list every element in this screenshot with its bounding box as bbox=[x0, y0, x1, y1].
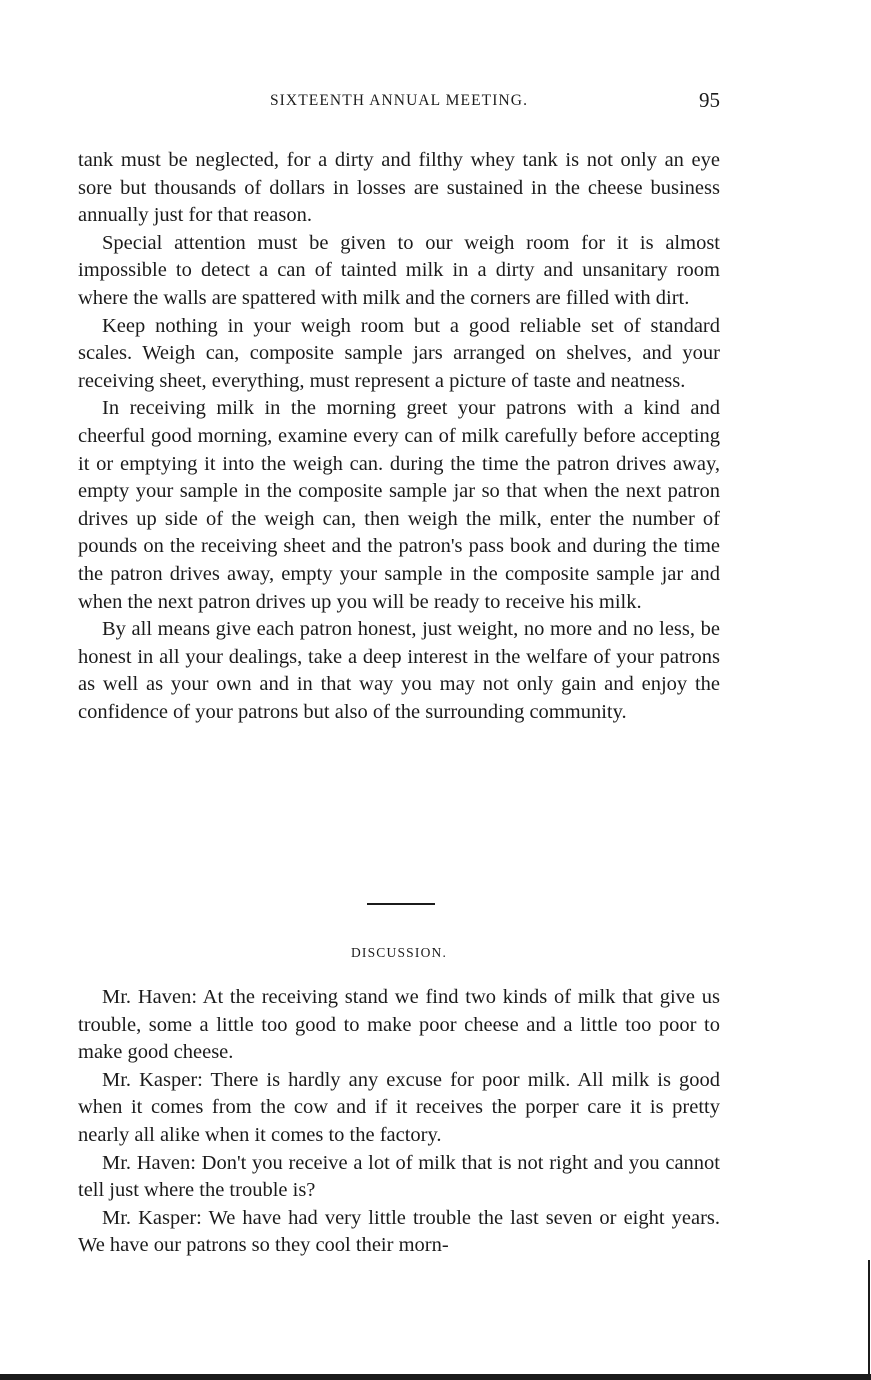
running-head bbox=[78, 88, 720, 118]
running-title: SIXTEENTH ANNUAL MEETING. bbox=[269, 92, 529, 109]
body-text bbox=[78, 147, 720, 726]
paragraph-continued: tank must be neglected, for a dirty and filthy whey tank is not only an eye sore but thousands of dollars in losses are sustained in the cheese business annually just for that reason. bbox=[78, 149, 720, 227]
discussion-remark-haven-1: Mr. Haven: At the receiving stand we find two kinds of milk that give us trouble, some a little too good to make poor cheese and a little too poor to make good cheese. bbox=[78, 986, 720, 1064]
discussion-heading: DISCUSSION. bbox=[350, 945, 448, 960]
discussion-remark-kasper-1: Mr. Kasper: There is hardly any excuse for poor milk. All milk is good when it comes from the cow and if it receives the porper care it is pretty nearly all alike when it comes to the factory. bbox=[78, 1068, 720, 1146]
discussion-remark-kasper-2: Mr. Kasper: We have had very little trouble the last seven or eight years. We have our patrons so they cool their morn- bbox=[78, 1206, 720, 1257]
discussion-remark-haven-2: Mr. Haven: Don't you receive a lot of milk that is not right and you cannot tell just where the trouble is? bbox=[78, 1151, 720, 1202]
scan-edge-right bbox=[868, 1260, 870, 1380]
section-divider bbox=[367, 903, 435, 905]
page-number: 95 bbox=[699, 88, 720, 112]
paragraph-scales: Keep nothing in your weigh room but a good reliable set of standard scales. Weigh can, composite sample jars arranged on shelves, and your receiving sheet, everything, must represent a picture of taste and neatness. bbox=[78, 314, 720, 392]
scan-edge-bottom bbox=[0, 1374, 871, 1380]
paragraph-weigh-room: Special attention must be given to our weigh room for it is almost impossible to detect a can of tainted milk in a dirty and unsanitary room where the walls are spattered with milk and the corners are filled with dirt. bbox=[78, 231, 720, 309]
paragraph-receiving-milk: In receiving milk in the morning greet your patrons with a kind and cheerful good morning, examine every can of milk carefully before accepting it or emptying it into the weigh can. during the time the patron drives away, empty your sample in the composite sample jar so that when the next patron drives up side of the weigh can, then weigh the milk, enter the number of pounds on the receiving sheet and the patron's pass book and during the time the patron drives away, empty your sample in the composite sample jar and when the next patron drives up you will be ready to receive his milk. bbox=[78, 397, 720, 613]
paragraph-honest-weight: By all means give each patron honest, just weight, no more and no less, be honest in all your dealings, take a deep interest in the welfare of your patrons as well as your own and in that way you may not only gain and enjoy the confidence of your patrons but also of the surrounding community. bbox=[78, 618, 720, 723]
discussion-text bbox=[78, 984, 720, 1260]
